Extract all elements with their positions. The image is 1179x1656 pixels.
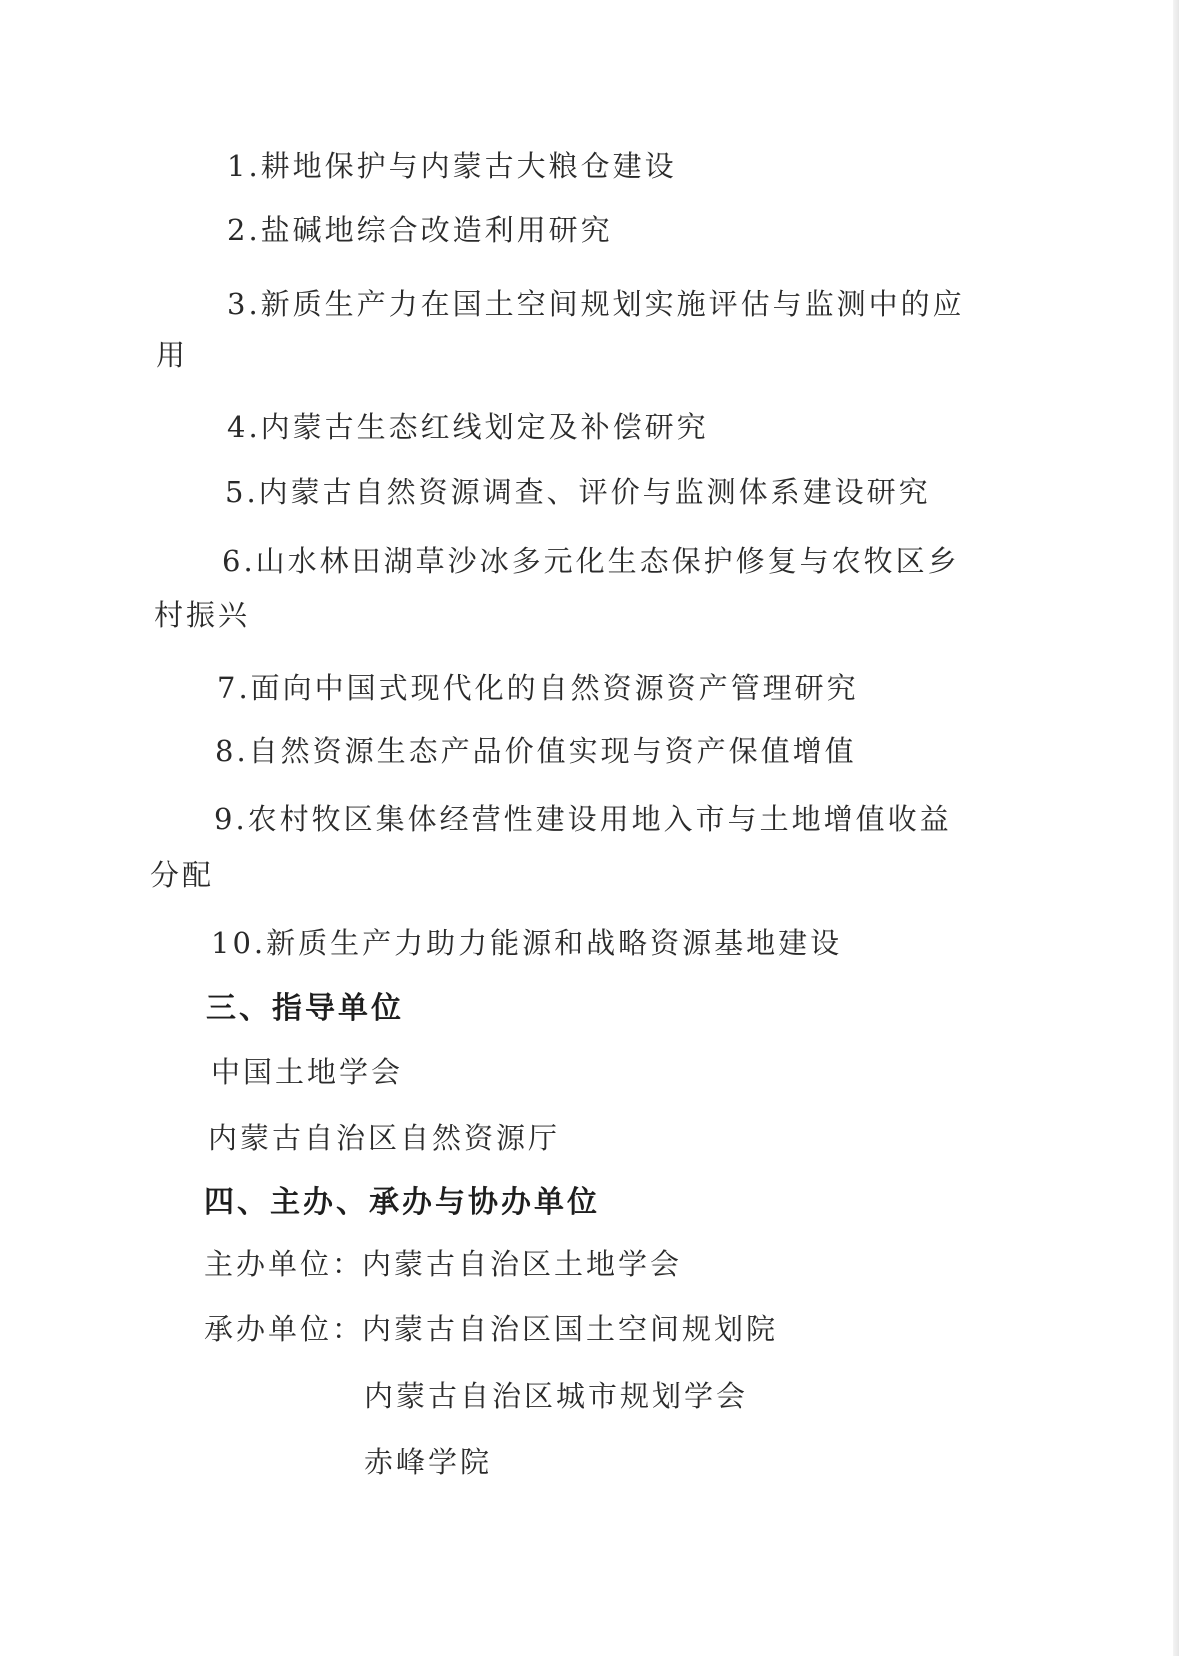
- host-value-2: 内蒙古自治区城市规划学会: [364, 1379, 749, 1413]
- section-3-heading: 三、指导单位: [206, 991, 404, 1026]
- guiding-unit-2: 内蒙古自治区自然资源厅: [208, 1121, 561, 1155]
- topic-8: 8.自然资源生态产品价值实现与资产保值增值: [215, 734, 857, 768]
- organizer-row: [204, 1246, 683, 1282]
- section-4-heading: 四、主办、承办与协办单位: [204, 1185, 600, 1220]
- topic-2: 2.盐碱地综合改造利用研究: [227, 213, 613, 247]
- topic-5: 5.内蒙古自然资源调查、评价与监测体系建设研究: [225, 475, 931, 509]
- topic-3-continuation: 用: [156, 338, 189, 372]
- topic-9-continuation: 分配: [150, 858, 215, 892]
- host-value-1: 内蒙古自治区国土空间规划院: [362, 1312, 779, 1346]
- topic-3: 3.新质生产力在国土空间规划实施评估与监测中的应: [227, 287, 965, 321]
- guiding-unit-1: 中国土地学会: [211, 1055, 404, 1089]
- host-label: 承办单位：: [204, 1312, 365, 1346]
- topic-7: 7.面向中国式现代化的自然资源资产管理研究: [217, 671, 859, 705]
- host-row: [204, 1311, 779, 1347]
- topic-10: 10.新质生产力助力能源和战略资源基地建设: [211, 926, 843, 960]
- topic-1: 1.耕地保护与内蒙古大粮仓建设: [227, 149, 677, 183]
- topic-6: 6.山水林田湖草沙冰多元化生态保护修复与农牧区乡: [222, 544, 960, 578]
- topic-6-continuation: 村振兴: [154, 598, 251, 632]
- host-value-3: 赤峰学院: [364, 1445, 493, 1479]
- topic-9: 9.农村牧区集体经营性建设用地入市与土地增值收益: [214, 802, 952, 836]
- topic-4: 4.内蒙古生态红线划定及补偿研究: [227, 410, 709, 444]
- organizer-value: 内蒙古自治区土地学会: [362, 1247, 683, 1281]
- organizer-label: 主办单位：: [204, 1247, 365, 1281]
- scan-edge-shadow: [1173, 0, 1179, 1656]
